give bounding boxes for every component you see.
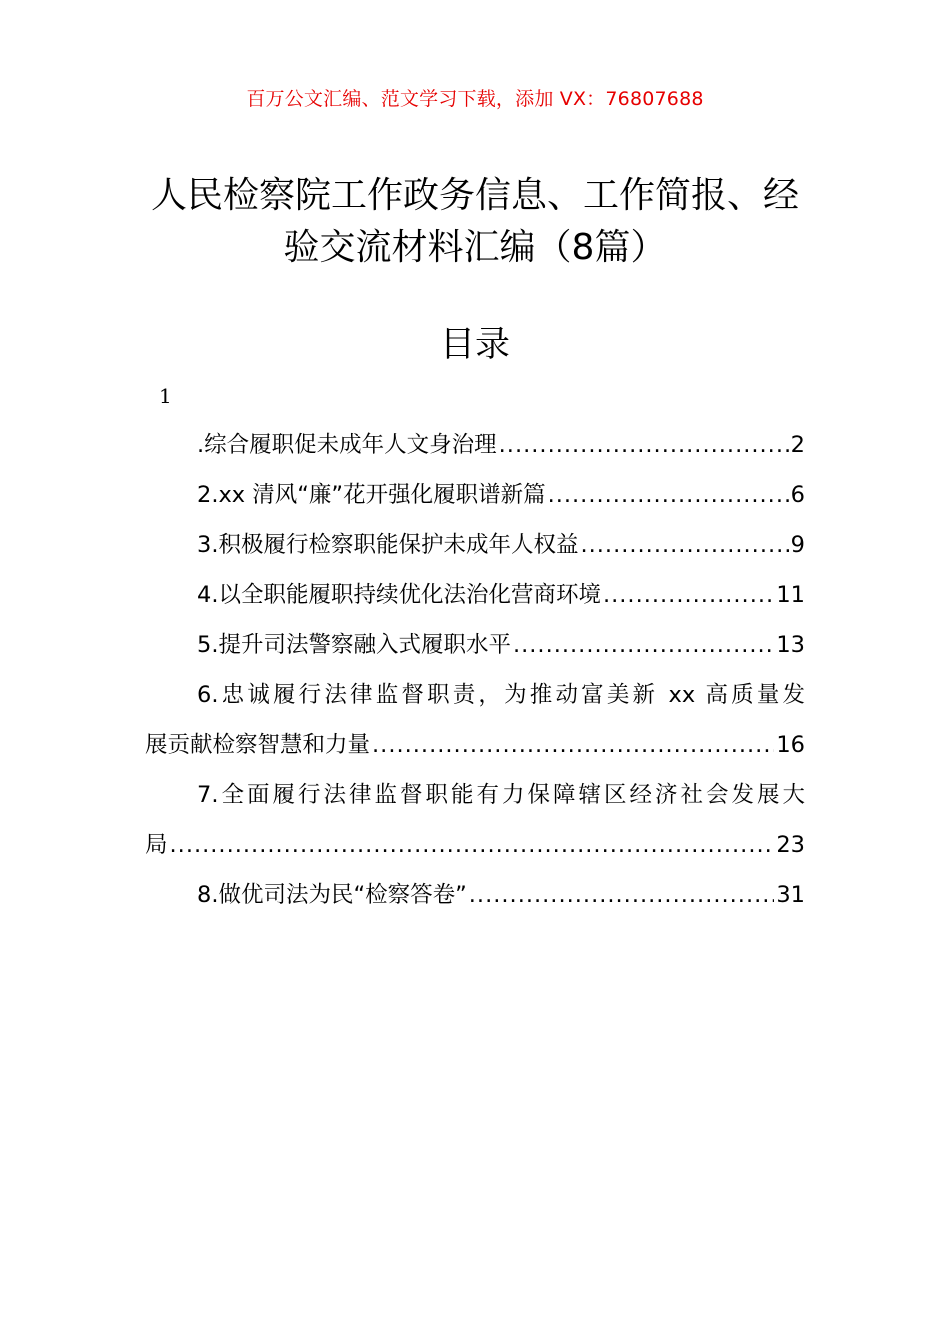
- stray-page-number: 1: [159, 384, 172, 408]
- toc-entry-6-line-1[interactable]: [145, 670, 805, 720]
- table-of-contents: [145, 420, 805, 920]
- toc-entry-text: 展贡献检察智慧和力量: [145, 732, 371, 758]
- toc-page-number: 13: [776, 632, 805, 658]
- toc-entry-7-line-2[interactable]: [145, 820, 805, 870]
- toc-entry-text: 6.忠诚履行法律监督职责，为推动富美新 xx 高质量发: [197, 682, 805, 708]
- toc-entry-text: 局: [145, 832, 168, 858]
- toc-page-number: 9: [790, 532, 805, 558]
- toc-leader: [469, 870, 775, 920]
- toc-entry-text: 4.以全职能履职持续优化法治化营商环境: [197, 582, 601, 608]
- toc-page-number: 31: [776, 882, 805, 908]
- toc-page-number: 23: [776, 832, 805, 858]
- toc-leader: [603, 570, 774, 620]
- toc-page-number: 6: [790, 482, 805, 508]
- toc-entry-8[interactable]: [145, 870, 805, 920]
- toc-entry-text: 5.提升司法警察融入式履职水平: [197, 632, 511, 658]
- toc-leader: [513, 620, 774, 670]
- toc-leader: [170, 820, 775, 870]
- toc-leader: [499, 420, 789, 470]
- toc-leader: [548, 470, 789, 520]
- toc-entry-text: .综合履职促未成年人文身治理: [197, 432, 497, 458]
- title-line-1: 人民检察院工作政务信息、工作简报、经: [150, 175, 799, 216]
- toc-page-number: 16: [776, 732, 805, 758]
- toc-heading: 目录: [439, 325, 510, 365]
- title-line-2: 验交流材料汇编（8篇）: [283, 227, 667, 268]
- toc-entry-4[interactable]: [145, 570, 805, 620]
- toc-entry-2[interactable]: [145, 470, 805, 520]
- toc-entry-text: 2.xx 清风“廉”花开强化履职谱新篇: [197, 482, 546, 508]
- toc-entry-5[interactable]: [145, 620, 805, 670]
- toc-entry-text: 8.做优司法为民“检察答卷”: [197, 882, 467, 908]
- toc-leader: [580, 520, 788, 570]
- toc-page-number: 2: [790, 432, 805, 458]
- toc-entry-1[interactable]: [145, 420, 805, 470]
- toc-entry-7-line-1[interactable]: [145, 770, 805, 820]
- promo-banner: 百万公文汇编、范文学习下载，添加 VX：76807688: [246, 88, 704, 110]
- document-title: [130, 170, 820, 274]
- toc-leader: [372, 720, 774, 770]
- toc-entry-3[interactable]: [145, 520, 805, 570]
- toc-entry-text: 3.积极履行检察职能保护未成年人权益: [197, 532, 579, 558]
- toc-page-number: 11: [776, 582, 805, 608]
- toc-entry-text: 7.全面履行法律监督职能有力保障辖区经济社会发展大: [197, 782, 805, 808]
- toc-entry-6-line-2[interactable]: [145, 720, 805, 770]
